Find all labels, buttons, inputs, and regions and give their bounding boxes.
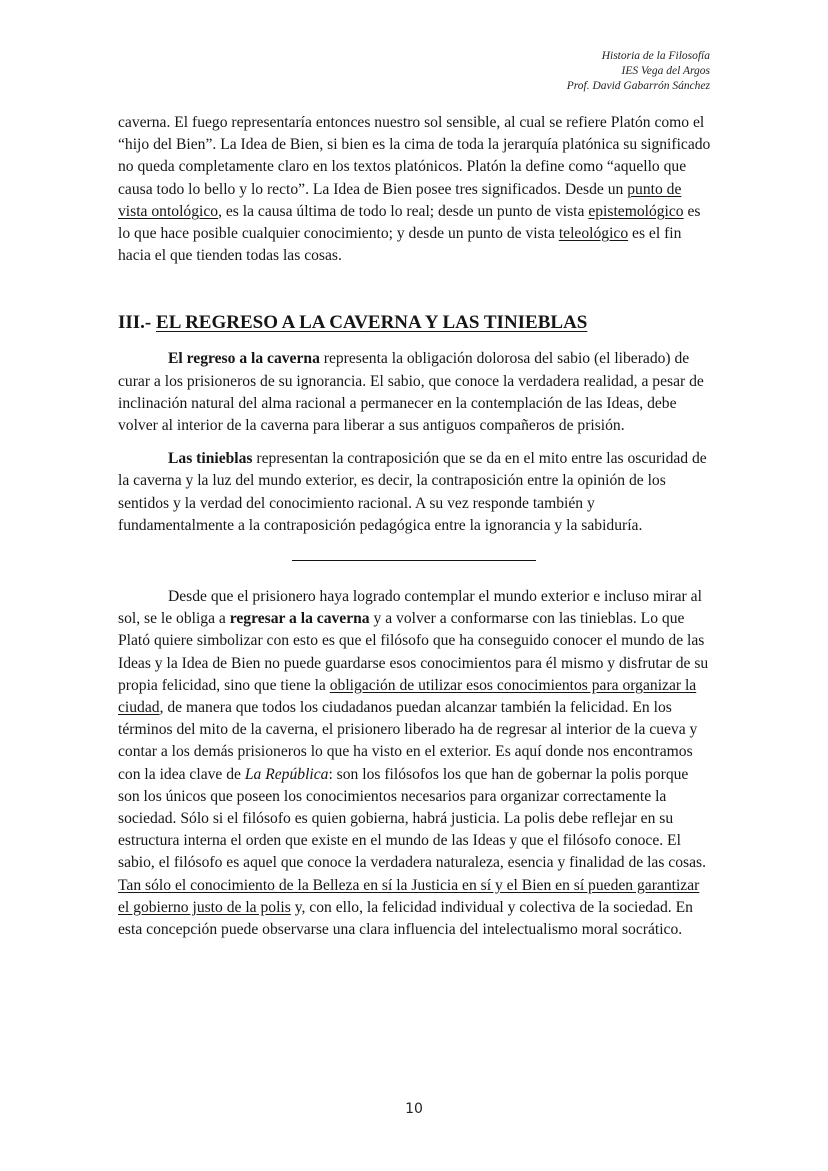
underlined-ontologico: punto de vista ontológico [118, 180, 682, 220]
underlined-obligacion: obligación de utilizar esos conocimientos para organizar la ciudad [118, 676, 697, 717]
header-course: Historia de la Filosofía [601, 50, 710, 62]
page-number: 10 [405, 1101, 423, 1117]
paragraph-idea-de-bien: caverna. El fuego representaría entonces nuestro sol sensible, al cual se refiere Platón como el “hijo del Bien”. La Idea de Bien, si bien es la cima de toda la jerarquía platónica su significado no queda completamente claro en los textos platónicos. Platón la define como “aquello que causa todo lo bello y lo recto”. La Idea de Bien posee tres significados. Desde un punto de vista ontológico, es la causa última de todo lo real; desde un punto de vista epistemológico es lo que hace posible cualquier conocimiento; y desde un punto de vista teleológico es el fin hacia el que tienden todas las cosas. [118, 114, 711, 265]
underlined-epistemologico: epistemológico [588, 202, 684, 220]
header-school: IES Vega del Argos [621, 65, 710, 77]
page-header [567, 49, 710, 94]
paragraph-filosofo-gobernante: Desde que el prisionero haya logrado contemplar el mundo exterior e incluso mirar al sol, se le obliga a regresar a la caverna y a volver a conformarse con las tinieblas. Lo que Plató quiere simbolizar con esto es que el filósofo que ha conseguido conocer el mundo de las Ideas y la Idea de Bien no puede guardarse esos conocimientos para él mismo y disfrutar de su propia felicidad, sino que tiene la obligación de utilizar esos conocimientos para organizar la ciudad, de manera que todos los ciudadanos puedan alcanzar también la felicidad. En los términos del mito de la caverna, el prisionero liberado ha de regresar al interior de la cueva y contar a los demás prisioneros lo que ha visto en el exterior. Es aquí donde nos encontramos con la idea clave de La República: son los filósofos los que han de gobernar la polis porque son los únicos que poseen los conocimientos necesarios para organizar correctamente la sociedad. Sólo si el filósofo es quien gobierna, habrá justicia. La polis debe reflejar en su estructura interna el orden que existe en el mundo de las Ideas y que el filósofo conoce. El sabio, el filósofo es aquel que conoce la verdadera naturaleza, esencia y finalidad de las cosas. Tan sólo el conocimiento de la Belleza en sí la Justicia en sí y el Bien en sí pueden garantizar el gobierno justo de la polis y, con ello, la felicidad individual y colectiva de la sociedad. En esta concepción puede observarse una clara influencia del intelectualismo moral socrático. [118, 588, 709, 939]
paragraph-regreso: El regreso a la caverna representa la obligación dolorosa del sabio (el liberado) de curar a los prisioneros de su ignorancia. El sabio, que conoce la verdadera realidad, a pesar de inclinación natural del alma racional a permanecer en la contemplación de las Ideas, debe volver al interior de la caverna para liberar a sus antiguos compañeros de prisión. [118, 350, 704, 435]
section-heading [118, 311, 713, 335]
header-teacher: Prof. David Gabarrón Sánchez [566, 80, 710, 92]
section-divider [292, 560, 536, 561]
bold-term-regresar: regresar a la caverna [229, 610, 370, 628]
section-number: III.- [118, 312, 157, 334]
bold-term-tinieblas: Las tinieblas [168, 450, 253, 468]
bold-term-regreso: El regreso a la caverna [168, 350, 320, 368]
italic-la-republica: La República [244, 765, 329, 783]
page-body [118, 112, 713, 941]
underlined-teleologico: teleológico [558, 225, 629, 243]
paragraph-tinieblas: Las tinieblas representan la contraposición que se da en el mito entre las oscuridad de la caverna y la luz del mundo exterior, es decir, la contraposición entre la opinión de los sentidos y la verdad del conocimiento racional. A su vez responde también y fundamentalmente a la contraposición pedagógica entre la ignorancia y la sabiduría. [118, 450, 707, 534]
section-title: EL REGRESO A LA CAVERNA Y LAS TINIEBLAS [156, 312, 588, 334]
underlined-conocimiento-belleza: Tan sólo el conocimiento de la Belleza en sí la Justicia en sí y el Bien en sí pueden garantizar el gobierno justo de la polis [118, 876, 700, 916]
